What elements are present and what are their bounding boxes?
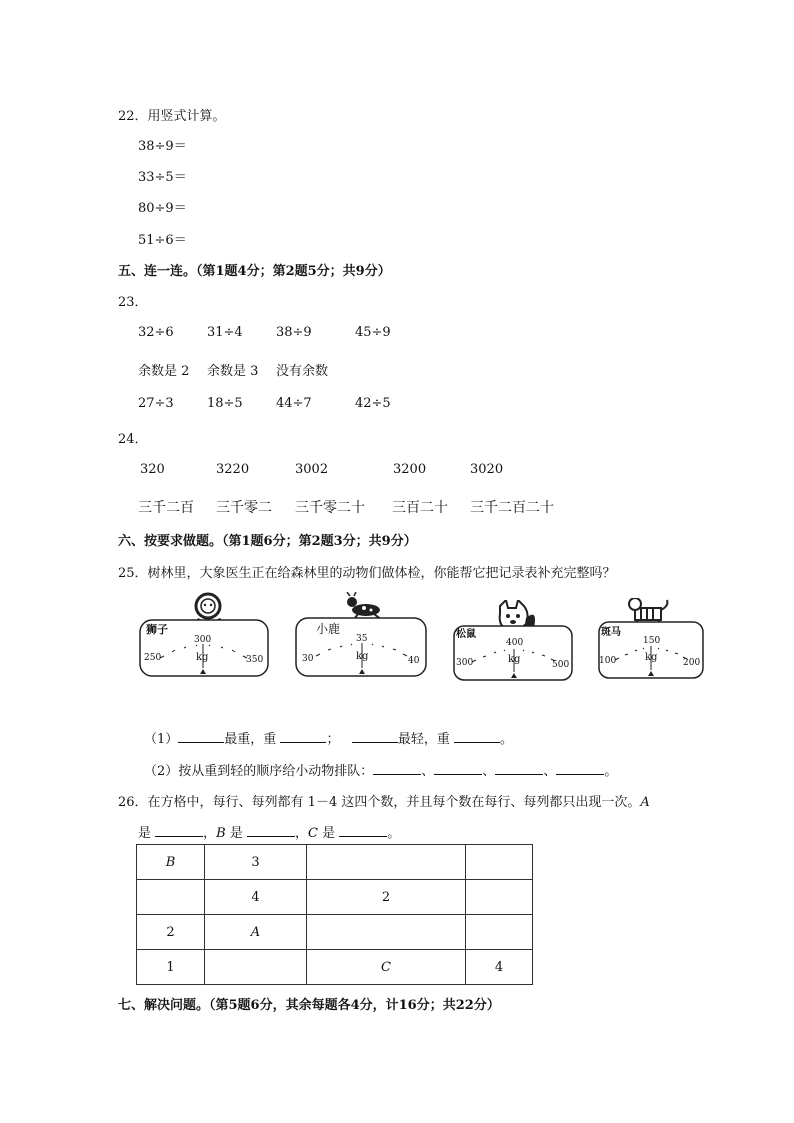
comma: ， (203, 826, 217, 841)
q25-title: 25．树林里，大象医生正在给森林里的动物们做体检，你能帮它把记录表补充完整吗？ (118, 566, 616, 581)
q26-line1 (118, 791, 650, 810)
letter-a: A (640, 795, 650, 810)
scale-zebra-max: 200 (683, 658, 701, 668)
q25-sub2 (144, 760, 617, 779)
is-label: 是 (322, 826, 336, 841)
q22-item-1: 38÷9＝ (138, 139, 187, 154)
q23-bottom-4: 42÷5 (355, 396, 391, 411)
answer-blank-rank-2[interactable] (434, 762, 482, 775)
q23-top-4: 45÷9 (355, 325, 391, 340)
answer-blank-lightest[interactable] (352, 730, 398, 743)
grid-cell[interactable]: 1 (137, 950, 205, 985)
q24-number: 24． (118, 432, 148, 447)
q23-bottom-1: 27÷3 (138, 396, 174, 411)
grid-cell[interactable] (466, 915, 533, 950)
scale-squirrel (452, 600, 576, 684)
grid-cell[interactable] (307, 845, 466, 880)
q23-mid-2: 余数是 3 (207, 364, 259, 379)
q23-mid-1: 余数是 2 (138, 364, 190, 379)
q25-sub1-c: 最轻，重 (397, 732, 450, 747)
scale-zebra-unit: kg (645, 652, 658, 663)
period: 。 (604, 764, 618, 779)
answer-blank-lightest-weight[interactable] (454, 730, 500, 743)
scale-squirrel-min: 300 (456, 658, 474, 668)
answer-blank-heaviest-weight[interactable] (280, 730, 326, 743)
scale-lion (138, 592, 273, 684)
q24-word-4: 三百二十 (392, 500, 448, 516)
is-label: 是 (138, 826, 152, 841)
answer-blank-b[interactable] (247, 824, 295, 837)
is-label: 是 (229, 826, 243, 841)
scale-zebra-min: 100 (599, 656, 617, 666)
answer-blank-c[interactable] (339, 824, 387, 837)
scale-zebra-mid: 150 (643, 636, 661, 646)
scale-squirrel-mid: 400 (506, 638, 524, 648)
q24-word-5: 三千二百二十 (470, 500, 554, 516)
q24-num-5: 3020 (470, 462, 504, 477)
grid-cell[interactable]: A (205, 915, 307, 950)
section-7-title: 七、解决问题。（第5题6分，其余每题各4分，计16分；共22分） (118, 998, 500, 1013)
q23-number: 23． (118, 295, 148, 310)
grid-row (137, 950, 533, 985)
grid-cell[interactable]: 4 (466, 950, 533, 985)
grid-cell[interactable] (466, 845, 533, 880)
q26-text: 26．在方格中，每行、每列都有 1－4 这四个数，并且每个数在每行、每列都只出现一次。 (118, 795, 641, 810)
letter-b: B (216, 826, 226, 841)
q22-title: 22．用竖式计算。 (118, 109, 226, 124)
q25-sub1-prefix: （1） (144, 732, 179, 747)
q22-item-2: 33÷5＝ (138, 170, 187, 185)
q23-top-1: 32÷6 (138, 325, 174, 340)
scale-deer-unit: kg (356, 651, 369, 662)
letter-c: C (308, 826, 318, 841)
grid-cell[interactable]: 2 (307, 880, 466, 915)
grid-cell[interactable]: 2 (137, 915, 205, 950)
scale-deer-mid: 35 (356, 634, 368, 644)
period: 。 (387, 826, 401, 841)
separator: 、 (482, 764, 496, 779)
section-5-title: 五、连一连。（第1题4分；第2题5分；共9分） (118, 264, 391, 279)
q23-mid-3: 没有余数 (276, 364, 329, 379)
q26-line2 (138, 822, 400, 841)
grid-cell[interactable] (466, 880, 533, 915)
number-grid (136, 844, 533, 985)
scale-lion-name: 狮子 (146, 623, 168, 636)
scale-lion-unit: kg (196, 652, 209, 663)
q23-bottom-2: 18÷5 (207, 396, 243, 411)
comma: ， (295, 826, 309, 841)
grid-cell[interactable] (137, 880, 205, 915)
q25-sub1-d: 。 (500, 732, 514, 747)
grid-cell[interactable]: 4 (205, 880, 307, 915)
grid-cell[interactable] (307, 915, 466, 950)
q24-num-4: 3200 (393, 462, 427, 477)
q25-sub1 (144, 728, 513, 747)
scale-lion-min: 250 (144, 653, 162, 663)
q23-top-3: 38÷9 (276, 325, 312, 340)
answer-blank-rank-3[interactable] (495, 762, 543, 775)
q25-sub1-b: ； (326, 732, 340, 747)
lion-icon (196, 594, 224, 622)
q22-item-3: 80÷9＝ (138, 201, 187, 216)
grid-cell[interactable]: 3 (205, 845, 307, 880)
scale-deer (294, 592, 429, 684)
q23-bottom-3: 44÷7 (276, 396, 312, 411)
grid-cell[interactable]: C (307, 950, 466, 985)
q24-word-2: 三千零二 (216, 500, 272, 516)
q24-word-3: 三千零二十 (295, 500, 365, 516)
answer-blank-rank-1[interactable] (373, 762, 421, 775)
grid-row (137, 915, 533, 950)
scale-squirrel-name: 松鼠 (456, 629, 476, 640)
grid-row (137, 880, 533, 915)
scale-deer-name: 小鹿 (316, 622, 341, 636)
q24-word-1: 三千二百 (138, 500, 194, 516)
answer-blank-a[interactable] (155, 824, 203, 837)
scale-zebra-name: 斑马 (601, 627, 621, 638)
answer-blank-rank-4[interactable] (556, 762, 604, 775)
answer-blank-heaviest[interactable] (178, 730, 224, 743)
q22-item-4: 51÷6＝ (138, 233, 187, 248)
q23-top-2: 31÷4 (207, 325, 243, 340)
scale-zebra (597, 598, 707, 682)
q25-sub1-a: 最重，重 (224, 732, 277, 747)
scale-deer-min: 30 (302, 654, 314, 664)
scale-squirrel-max: 500 (552, 660, 570, 670)
scale-lion-max: 350 (246, 655, 264, 665)
q24-num-1: 320 (140, 462, 165, 477)
separator: 、 (421, 764, 435, 779)
separator: 、 (543, 764, 557, 779)
grid-row (137, 845, 533, 880)
grid-cell[interactable] (205, 950, 307, 985)
grid-cell[interactable]: B (137, 845, 205, 880)
q24-num-3: 3002 (295, 462, 329, 477)
q24-num-2: 3220 (216, 462, 250, 477)
q25-sub2-text: （2）按从重到轻的顺序给小动物排队： (144, 764, 374, 779)
scale-deer-max: 40 (408, 656, 420, 666)
scale-squirrel-unit: kg (508, 654, 521, 665)
scale-lion-mid: 300 (194, 635, 212, 645)
section-6-title: 六、按要求做题。（第1题6分；第2题3分；共9分） (118, 534, 417, 549)
